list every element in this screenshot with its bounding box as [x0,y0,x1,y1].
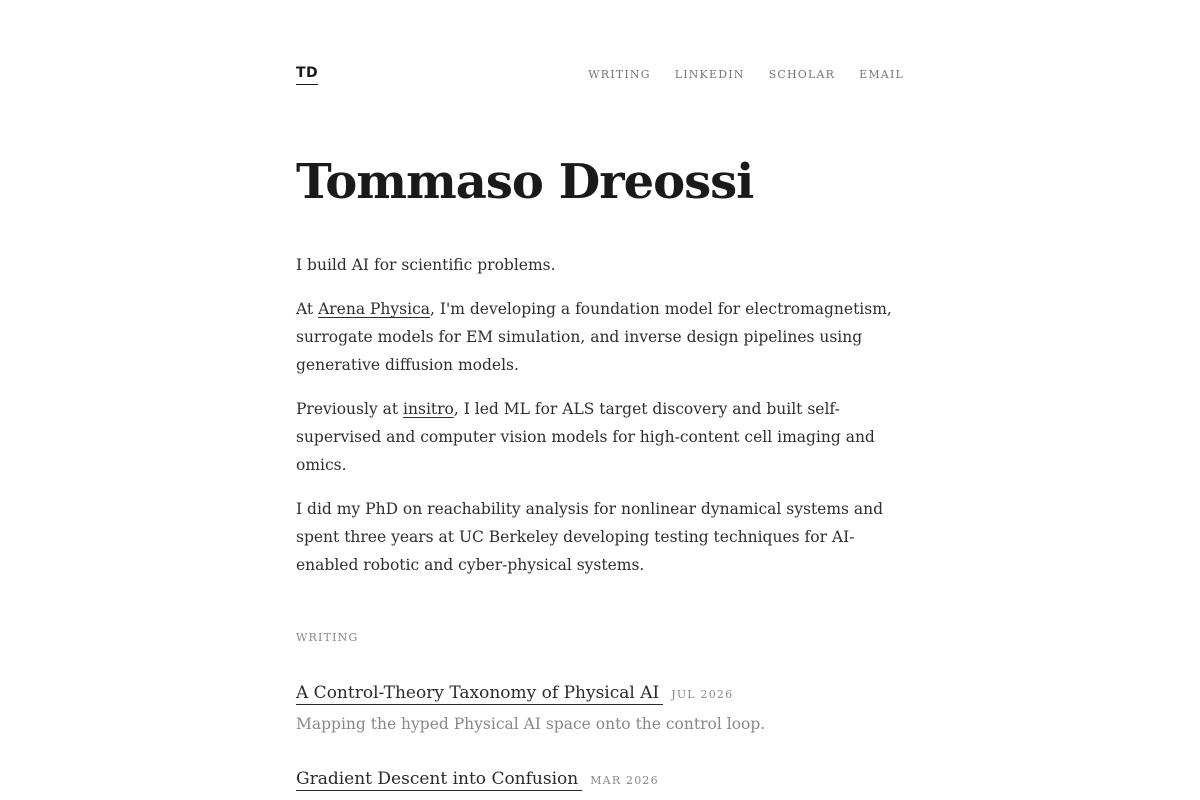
page-title: Tommaso Dreossi [296,154,754,210]
post-title-link[interactable]: A Control-Theory Taxonomy of Physical AI [296,682,663,705]
nav-email[interactable]: EMAIL [859,68,904,81]
bio-previous-suffix: , I led ML for ALS target discovery and built self-supervised and computer vision models for high-content cell imaging and omics. [296,400,875,474]
post-item [296,682,904,735]
bio-intro: I build AI for scientific problems. [296,256,556,274]
nav-scholar[interactable]: SCHOLAR [768,68,836,81]
site-logo[interactable]: TD [296,64,318,85]
bio-current-role [296,295,904,379]
post-title-link[interactable]: Gradient Descent into Confusion [296,768,582,791]
bio-previous-prefix: Previously at [296,400,404,418]
post-item [296,768,904,791]
nav-writing[interactable]: WRITING [588,68,651,81]
site-header [296,64,904,94]
post-date: JUL 2026 [671,688,734,701]
bio-previous-role [296,395,904,479]
bio-phd: I did my PhD on reachability analysis for nonlinear dynamical systems and spent three years at UC Berkeley developing testing techniques for AI-enabled robotic and cyber-physical systems. [296,500,884,574]
post-date: MAR 2026 [590,774,659,787]
top-nav [588,68,904,81]
bio-current-prefix: At [296,300,319,318]
post-description: Mapping the hyped Physical AI space onto the control loop. [296,715,766,733]
post-title-row [296,682,904,705]
insitro-link[interactable]: insitro [403,400,454,418]
post-title-row [296,768,904,791]
bio-current-suffix: , I'm developing a foundation model for electromagnetism, surrogate models for EM simulation, and inverse design pipelines using generative diffusion models. [296,300,892,374]
bio-section [296,251,904,595]
arena-physica-link[interactable]: Arena Physica [318,300,431,318]
writing-section-label: WRITING [296,631,359,644]
nav-linkedin[interactable]: LINKEDIN [674,68,745,81]
